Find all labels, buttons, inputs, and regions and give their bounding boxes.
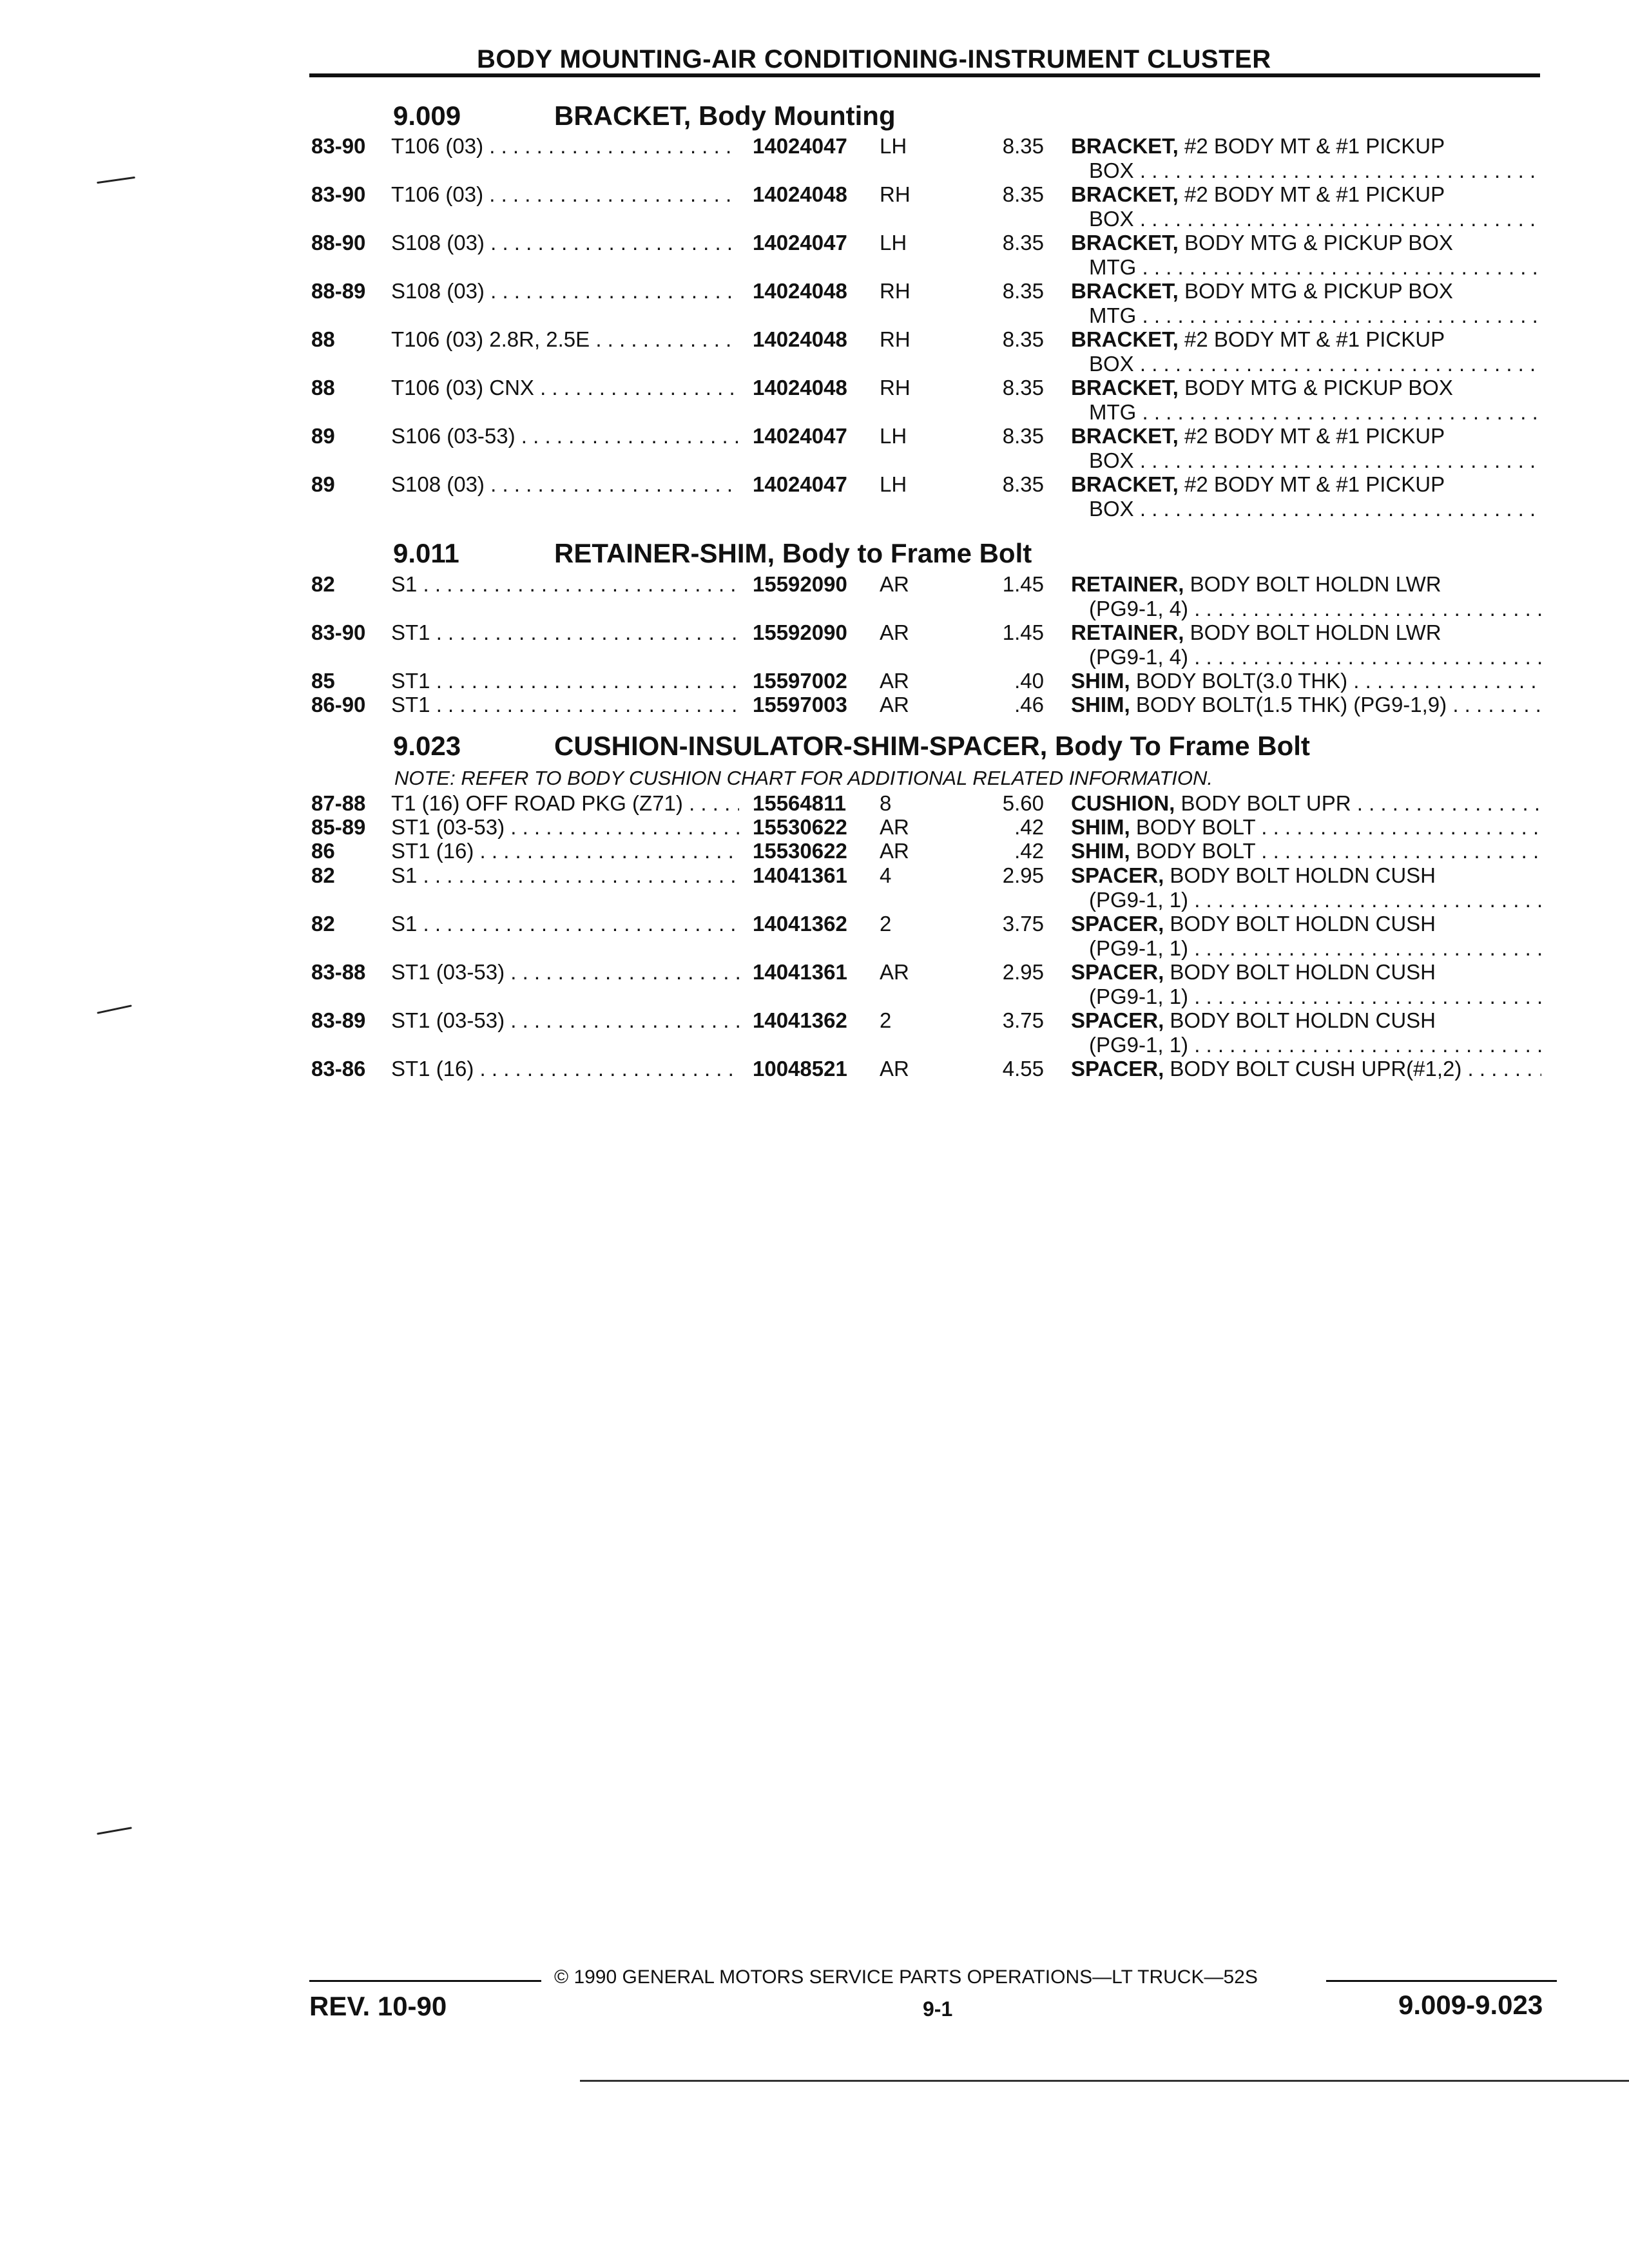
quantity: AR <box>880 620 909 644</box>
part-number: 14041361 <box>749 960 847 985</box>
table-row <box>0 472 1629 521</box>
description-line <box>1071 620 1541 645</box>
price: 8.35 <box>1002 231 1044 255</box>
description-continuation: (PG9-1, 4) . . . <box>1071 597 1541 621</box>
price: 8.35 <box>1002 424 1044 448</box>
part-name: SPACER, <box>1071 960 1164 984</box>
description-continuation: BOX . . . <box>1071 352 1541 376</box>
part-description <box>1071 693 1541 717</box>
part-number: 15597002 <box>749 669 847 693</box>
bottom-rule <box>580 2080 1629 2082</box>
year-range: 89 <box>311 472 335 496</box>
description-text: BODY BOLT UPR <box>1181 791 1351 815</box>
year-range: 83-90 <box>311 182 366 206</box>
part-description <box>1071 231 1541 280</box>
quantity: RH <box>880 376 911 399</box>
price: 2.95 <box>1002 960 1044 984</box>
description-text: BODY BOLT(1.5 THK) (PG9-1,9) <box>1135 693 1447 716</box>
footer-rule-left <box>309 1980 541 1982</box>
part-description <box>1071 279 1541 328</box>
model-code: T106 (03) 2.8R, 2.5E . . . <box>391 327 739 352</box>
part-number: 14024047 <box>749 134 847 159</box>
part-number: 15592090 <box>749 620 847 645</box>
part-description <box>1071 791 1541 816</box>
table-row <box>0 620 1629 669</box>
table-row <box>0 376 1629 425</box>
year-range: 83-90 <box>311 134 366 158</box>
part-name: SHIM, <box>1071 693 1130 716</box>
description-line <box>1071 182 1541 207</box>
price: 8.35 <box>1002 472 1044 496</box>
description-text: #2 BODY MT & #1 PICKUP <box>1184 182 1445 206</box>
description-line <box>1071 839 1541 863</box>
year-range: 83-86 <box>311 1057 366 1081</box>
description-continuation: MTG . . . <box>1071 255 1541 280</box>
year-range: 88-89 <box>311 279 366 303</box>
part-description <box>1071 1057 1541 1081</box>
description-text: #2 BODY MT & #1 PICKUP <box>1184 134 1445 158</box>
part-number: 15564811 <box>749 791 846 816</box>
part-description <box>1071 1008 1541 1057</box>
year-range: 89 <box>311 424 335 448</box>
part-name: SPACER, <box>1071 863 1164 887</box>
description-line <box>1071 960 1541 985</box>
description-line <box>1071 791 1541 816</box>
part-number: 14041362 <box>749 912 847 936</box>
part-name: BRACKET, <box>1071 231 1179 255</box>
quantity: LH <box>880 134 907 158</box>
table-row <box>0 912 1629 961</box>
quantity: AR <box>880 815 909 839</box>
part-number: 14024048 <box>749 279 847 303</box>
year-range: 85 <box>311 669 335 693</box>
table-row <box>0 1008 1629 1057</box>
part-description <box>1071 912 1541 961</box>
description-continuation: MTG . . . <box>1071 303 1541 328</box>
page-range: 9.009-9.023 <box>1398 1990 1543 2020</box>
section-title: RETAINER-SHIM, Body to Frame Bolt <box>554 538 1032 568</box>
description-continuation: BOX . . . <box>1071 159 1541 183</box>
quantity: 8 <box>880 791 892 815</box>
description-text: BODY BOLT <box>1135 839 1256 863</box>
model-code: S108 (03) . . . <box>391 279 739 303</box>
part-name: SPACER, <box>1071 1057 1164 1081</box>
part-name: RETAINER, <box>1071 572 1184 596</box>
model-code: ST1 (03-53) . . . <box>391 960 739 985</box>
part-number: 14024047 <box>749 231 847 255</box>
table-row <box>0 1057 1629 1106</box>
description-continuation: (PG9-1, 1) . . . <box>1071 888 1541 912</box>
section-number: 9.009 <box>393 101 461 131</box>
table-row <box>0 134 1629 183</box>
price: 8.35 <box>1002 182 1044 206</box>
description-continuation: (PG9-1, 1) . . . <box>1071 985 1541 1009</box>
part-name: RETAINER, <box>1071 620 1184 644</box>
table-row <box>0 863 1629 912</box>
description-line <box>1071 912 1541 936</box>
table-row <box>0 182 1629 231</box>
part-number: 14024047 <box>749 472 847 497</box>
description-text: BODY MTG & PICKUP BOX <box>1184 376 1453 399</box>
description-line <box>1071 134 1541 159</box>
model-code: ST1 (03-53) . . . <box>391 1008 739 1033</box>
model-code: S108 (03) . . . <box>391 231 739 255</box>
part-description <box>1071 376 1541 425</box>
year-range: 86-90 <box>311 693 366 716</box>
part-number: 14024048 <box>749 182 847 207</box>
part-description <box>1071 839 1541 863</box>
section-note: NOTE: REFER TO BODY CUSHION CHART FOR ADDITIONAL RELATED INFORMATION. <box>394 767 1213 789</box>
price: 2.95 <box>1002 863 1044 887</box>
section-number: 9.011 <box>393 538 459 568</box>
section-title: CUSHION-INSULATOR-SHIM-SPACER, Body To Frame Bolt <box>554 731 1310 761</box>
table-row <box>0 960 1629 1009</box>
part-number: 14041361 <box>749 863 847 888</box>
price: 1.45 <box>1002 572 1044 596</box>
part-description <box>1071 327 1541 376</box>
part-description <box>1071 620 1541 669</box>
model-code: T106 (03) . . . <box>391 134 739 159</box>
description-text: BODY MTG & PICKUP BOX <box>1184 231 1453 255</box>
description-line <box>1071 376 1541 400</box>
description-text: BODY BOLT HOLDN CUSH <box>1170 912 1436 936</box>
description-line <box>1071 815 1541 840</box>
description-continuation: BOX . . . <box>1071 448 1541 473</box>
footer-rule-right <box>1326 1980 1557 1982</box>
description-line <box>1071 572 1541 597</box>
year-range: 82 <box>311 863 335 887</box>
model-code: ST1 (16) . . . <box>391 1057 739 1081</box>
description-text: #2 BODY MT & #1 PICKUP <box>1184 472 1445 496</box>
quantity: AR <box>880 1057 909 1081</box>
part-description <box>1071 572 1541 621</box>
description-text: BODY BOLT HOLDN LWR <box>1190 620 1441 644</box>
year-range: 86 <box>311 839 335 863</box>
part-name: SPACER, <box>1071 1008 1164 1032</box>
description-continuation: (PG9-1, 4) . . . <box>1071 645 1541 669</box>
part-name: SHIM, <box>1071 669 1130 693</box>
quantity: RH <box>880 279 911 303</box>
price: .40 <box>1014 669 1044 693</box>
quantity: AR <box>880 839 909 863</box>
table-row <box>0 279 1629 328</box>
model-code: ST1 . . . <box>391 693 739 717</box>
model-code: S1 . . . <box>391 863 739 888</box>
quantity: RH <box>880 327 911 351</box>
description-text: BODY MTG & PICKUP BOX <box>1184 279 1453 303</box>
part-description <box>1071 960 1541 1009</box>
price: 3.75 <box>1002 1008 1044 1032</box>
year-range: 85-89 <box>311 815 366 839</box>
year-range: 88 <box>311 327 335 351</box>
part-description <box>1071 815 1541 840</box>
description-line <box>1071 1057 1541 1081</box>
table-row <box>0 231 1629 280</box>
description-text: BODY BOLT <box>1135 815 1256 839</box>
description-line <box>1071 669 1541 693</box>
part-name: BRACKET, <box>1071 279 1179 303</box>
price: 1.45 <box>1002 620 1044 644</box>
part-name: BRACKET, <box>1071 134 1179 158</box>
description-line <box>1071 693 1541 717</box>
page-number: 9-1 <box>923 1997 953 2021</box>
model-code: S1 . . . <box>391 572 739 597</box>
part-number: 14024047 <box>749 424 847 448</box>
quantity: RH <box>880 182 911 206</box>
part-description <box>1071 424 1541 473</box>
description-text: BODY BOLT(3.0 THK) <box>1135 669 1348 693</box>
description-line <box>1071 327 1541 352</box>
description-line <box>1071 472 1541 497</box>
part-number: 14024048 <box>749 376 847 400</box>
description-text: BODY BOLT HOLDN CUSH <box>1170 960 1436 984</box>
table-row <box>0 572 1629 621</box>
price: 3.75 <box>1002 912 1044 936</box>
part-name: SHIM, <box>1071 815 1130 839</box>
year-range: 83-88 <box>311 960 366 984</box>
quantity: AR <box>880 693 909 716</box>
description-continuation: (PG9-1, 1) . . . <box>1071 936 1541 961</box>
model-code: T106 (03) . . . <box>391 182 739 207</box>
description-continuation: BOX . . . <box>1071 497 1541 521</box>
description-line <box>1071 1008 1541 1033</box>
section-title: BRACKET, Body Mounting <box>554 101 896 131</box>
description-line <box>1071 279 1541 303</box>
part-description <box>1071 669 1541 693</box>
quantity: AR <box>880 572 909 596</box>
model-code: ST1 . . . <box>391 669 739 693</box>
description-line <box>1071 424 1541 448</box>
part-number: 10048521 <box>749 1057 847 1081</box>
description-text: BODY BOLT HOLDN CUSH <box>1170 1008 1436 1032</box>
part-number: 15597003 <box>749 693 847 717</box>
quantity: LH <box>880 424 907 448</box>
year-range: 87-88 <box>311 791 366 815</box>
description-text: #2 BODY MT & #1 PICKUP <box>1184 327 1445 351</box>
model-code: T106 (03) CNX . . . <box>391 376 739 400</box>
description-continuation: MTG . . . <box>1071 400 1541 425</box>
description-text: BODY BOLT HOLDN CUSH <box>1170 863 1436 887</box>
quantity: 2 <box>880 1008 892 1032</box>
year-range: 83-90 <box>311 620 366 644</box>
description-continuation: (PG9-1, 1) . . . <box>1071 1033 1541 1057</box>
price: 4.55 <box>1002 1057 1044 1081</box>
quantity: AR <box>880 960 909 984</box>
model-code: S106 (03-53) . . . <box>391 424 739 448</box>
quantity: LH <box>880 231 907 255</box>
price: .46 <box>1014 693 1044 716</box>
part-name: SPACER, <box>1071 912 1164 936</box>
price: 8.35 <box>1002 327 1044 351</box>
price: .42 <box>1014 815 1044 839</box>
description-text: #2 BODY MT & #1 PICKUP <box>1184 424 1445 448</box>
year-range: 83-89 <box>311 1008 366 1032</box>
model-code: S1 . . . <box>391 912 739 936</box>
part-name: CUSHION, <box>1071 791 1175 815</box>
quantity: 4 <box>880 863 892 887</box>
table-row <box>0 327 1629 376</box>
model-code: ST1 . . . <box>391 620 739 645</box>
price: .42 <box>1014 839 1044 863</box>
part-number: 15592090 <box>749 572 847 597</box>
part-description <box>1071 472 1541 521</box>
part-number: 14024048 <box>749 327 847 352</box>
description-line <box>1071 863 1541 888</box>
year-range: 88 <box>311 376 335 399</box>
part-name: BRACKET, <box>1071 376 1179 399</box>
year-range: 82 <box>311 912 335 936</box>
description-continuation: BOX . . . <box>1071 207 1541 231</box>
part-description <box>1071 134 1541 183</box>
model-code: S108 (03) . . . <box>391 472 739 497</box>
part-description <box>1071 182 1541 231</box>
footer-copyright: © 1990 GENERAL MOTORS SERVICE PARTS OPERATIONS—LT TRUCK—52S <box>554 1966 1258 1988</box>
description-text: BODY BOLT CUSH UPR(#1,2) . . <box>1170 1057 1486 1081</box>
part-number: 14041362 <box>749 1008 847 1033</box>
year-range: 88-90 <box>311 231 366 255</box>
part-name: BRACKET, <box>1071 327 1179 351</box>
table-row <box>0 693 1629 742</box>
table-row <box>0 424 1629 473</box>
price: 8.35 <box>1002 134 1044 158</box>
price: 8.35 <box>1002 279 1044 303</box>
quantity: AR <box>880 669 909 693</box>
model-code: ST1 (16) . . . <box>391 839 739 863</box>
quantity: LH <box>880 472 907 496</box>
part-name: BRACKET, <box>1071 424 1179 448</box>
description-line <box>1071 231 1541 255</box>
part-name: BRACKET, <box>1071 472 1179 496</box>
quantity: 2 <box>880 912 892 936</box>
revision-label: REV. 10-90 <box>309 1991 447 2021</box>
page-title: BODY MOUNTING-AIR CONDITIONING-INSTRUMENT CLUSTER <box>477 45 1271 73</box>
part-description <box>1071 863 1541 912</box>
part-number: 15530622 <box>749 839 847 863</box>
model-code: T1 (16) OFF ROAD PKG (Z71) . . . . <box>391 791 739 816</box>
price: 8.35 <box>1002 376 1044 399</box>
price: 5.60 <box>1002 791 1044 815</box>
year-range: 82 <box>311 572 335 596</box>
section-number: 9.023 <box>393 731 461 761</box>
part-name: BRACKET, <box>1071 182 1179 206</box>
description-text: BODY BOLT HOLDN LWR <box>1190 572 1441 596</box>
part-number: 15530622 <box>749 815 847 840</box>
part-name: SHIM, <box>1071 839 1130 863</box>
model-code: ST1 (03-53) . . . <box>391 815 739 840</box>
